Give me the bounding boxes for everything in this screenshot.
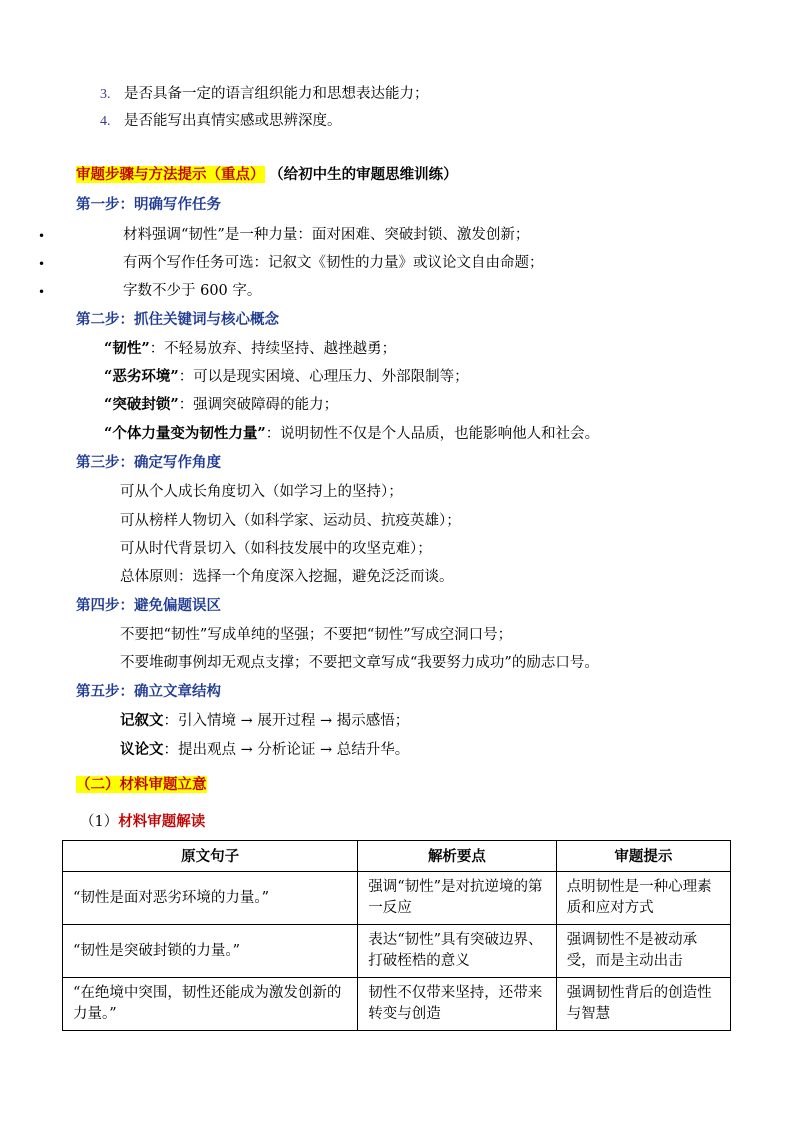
table-row bbox=[63, 872, 731, 925]
keyword: “韧性” bbox=[104, 340, 150, 357]
criteria-item-3 bbox=[100, 84, 429, 105]
table-cell: 韧性不仅带来坚持，还带来转变与创造 bbox=[358, 978, 556, 1031]
section-heading-material bbox=[76, 775, 207, 795]
section-title: 审题步骤与方法提示（重点） bbox=[76, 166, 265, 183]
subsection-title: 材料审题解读 bbox=[118, 813, 206, 830]
structure-type: 议论文 bbox=[120, 741, 164, 758]
table-cell: 强调韧性不是被动承受，而是主动出击 bbox=[556, 925, 730, 978]
criteria-number: 3. bbox=[100, 87, 111, 102]
table-cell: 点明韧性是一种心理素质和应对方式 bbox=[556, 872, 730, 925]
keyword-explanation: ：说明韧性不仅是个人品质，也能影响他人和社会。 bbox=[265, 426, 600, 442]
step2-title: 第二步：抓住关键词与核心概念 bbox=[76, 311, 279, 328]
structure-type: 记叙文 bbox=[120, 712, 164, 729]
table-cell: “韧性是突破封锁的力量。” bbox=[63, 925, 358, 978]
table-header-row bbox=[63, 841, 731, 872]
criteria-text: 是否能写出真情实感或思辨深度。 bbox=[124, 113, 342, 129]
structure-flow: ：引入情境 → 展开过程 → 揭示感悟； bbox=[163, 713, 410, 729]
angle-line: 可从榜样人物切入（如科学家、运动员、抗疫英雄）； bbox=[120, 513, 461, 529]
table-header: 原文句子 bbox=[63, 841, 358, 872]
structure-item bbox=[120, 740, 409, 760]
angle-line: 总体原则：选择一个角度深入挖掘，避免泛泛而谈。 bbox=[120, 569, 454, 585]
bullet-dot: • bbox=[38, 229, 46, 243]
table-row bbox=[63, 978, 731, 1031]
table-header: 解析要点 bbox=[358, 841, 556, 872]
bullet-dot: • bbox=[38, 257, 46, 271]
table-cell: “在绝境中突围，韧性还能成为激发创新的力量。” bbox=[63, 978, 358, 1031]
step1-bullet: 材料强调“韧性”是一种力量：面对困难、突破封锁、激发创新； bbox=[123, 227, 530, 243]
step1-bullet: 有两个写作任务可选：记叙文《韧性的力量》或议论文自由命题； bbox=[123, 255, 544, 271]
structure-item bbox=[120, 711, 409, 731]
table-cell: 表达“韧性”具有突破边界、打破桎梏的意义 bbox=[358, 925, 556, 978]
keyword-item bbox=[104, 367, 469, 387]
section-title: （二）材料审题立意 bbox=[76, 776, 207, 793]
keyword: “恶劣环境” bbox=[104, 368, 179, 385]
keyword-item bbox=[104, 424, 599, 444]
angle-line: 可从个人成长角度切入（如学习上的坚持）； bbox=[120, 484, 403, 500]
subsection-heading bbox=[80, 812, 205, 832]
step3-title: 第三步：确定写作角度 bbox=[76, 454, 221, 471]
criteria-item-4 bbox=[100, 111, 342, 132]
keyword-explanation: ：不轻易放弃、持续坚持、越挫越勇； bbox=[149, 341, 397, 357]
subsection-prefix: （1） bbox=[80, 814, 119, 830]
criteria-number: 4. bbox=[100, 114, 111, 129]
keyword-item bbox=[104, 339, 396, 359]
table-cell: 强调“韧性”是对抗逆境的第一反应 bbox=[358, 872, 556, 925]
analysis-table bbox=[62, 840, 731, 1031]
keyword: “个体力量变为韧性力量” bbox=[104, 425, 266, 442]
step1-title: 第一步：明确写作任务 bbox=[76, 196, 221, 213]
table-row bbox=[63, 925, 731, 978]
keyword-explanation: ：强调突破障碍的能力； bbox=[178, 397, 339, 413]
pitfall-line: 不要把“韧性”写成单纯的坚强；不要把“韧性”写成空洞口号； bbox=[120, 627, 513, 643]
section-subtitle: （给初中生的审题思维训练） bbox=[269, 166, 458, 183]
step1-bullet: 字数不少于 600 字。 bbox=[123, 283, 262, 299]
angle-line: 可从时代背景切入（如科技发展中的攻坚克难）； bbox=[120, 541, 432, 557]
criteria-text: 是否具备一定的语言组织能力和思想表达能力； bbox=[124, 86, 429, 102]
section-heading-steps bbox=[76, 165, 458, 185]
table-cell: 强调韧性背后的创造性与智慧 bbox=[556, 978, 730, 1031]
step5-title: 第五步：确立文章结构 bbox=[76, 683, 221, 700]
step4-title: 第四步：避免偏题误区 bbox=[76, 597, 221, 614]
bullet-dot: • bbox=[38, 285, 46, 299]
table-cell: “韧性是面对恶劣环境的力量。” bbox=[63, 872, 358, 925]
keyword-explanation: ：可以是现实困境、心理压力、外部限制等； bbox=[178, 369, 469, 385]
table-header: 审题提示 bbox=[556, 841, 730, 872]
keyword-item bbox=[104, 395, 338, 415]
pitfall-line: 不要堆砌事例却无观点支撑；不要把文章写成“我要努力成功”的励志口号。 bbox=[120, 655, 599, 671]
keyword: “突破封锁” bbox=[104, 396, 179, 413]
structure-flow: ：提出观点 → 分析论证 → 总结升华。 bbox=[163, 742, 410, 758]
